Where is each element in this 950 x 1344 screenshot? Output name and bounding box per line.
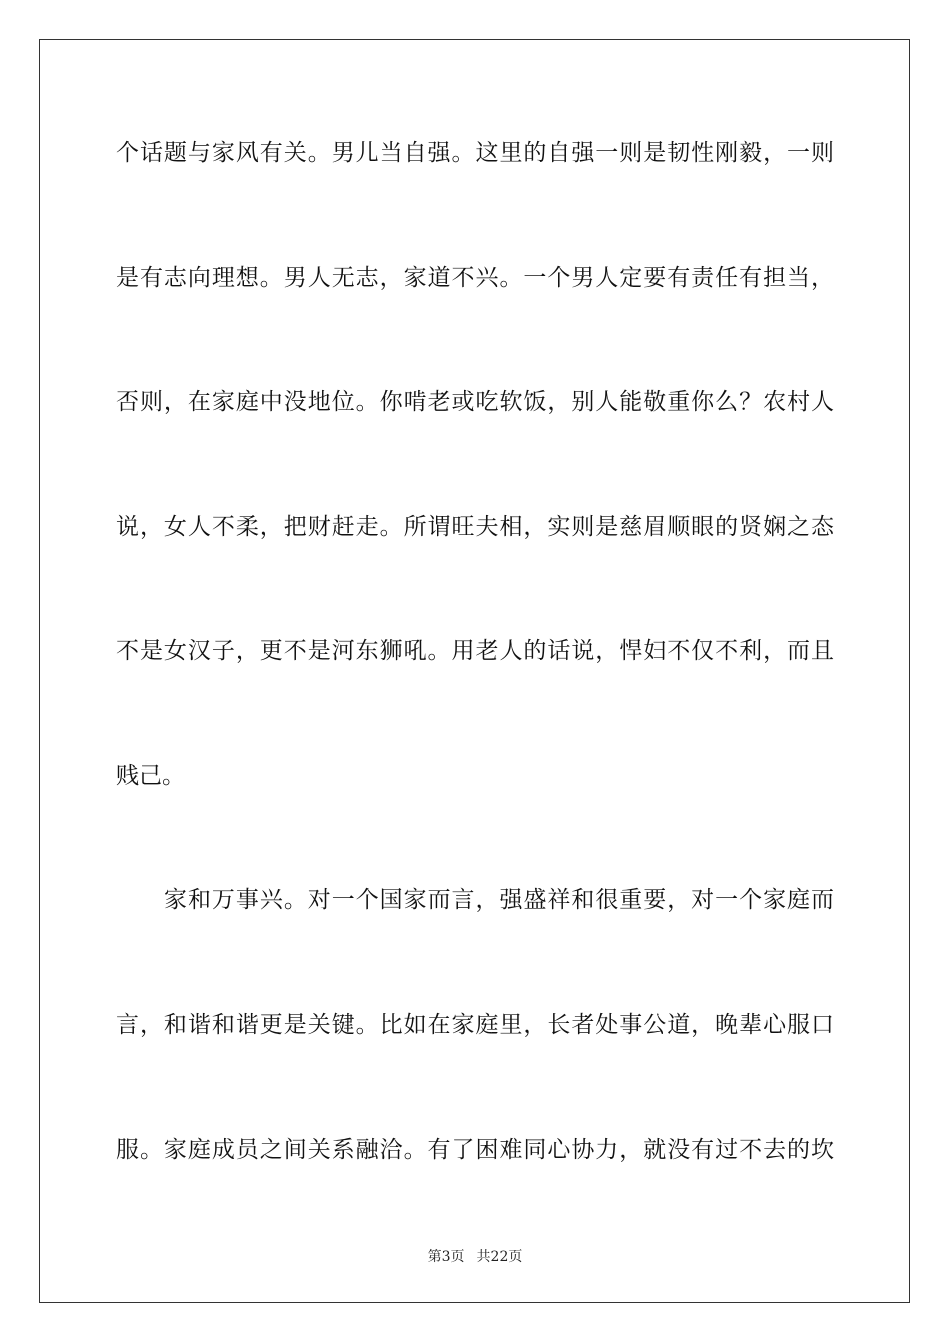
text-line: 是有志向理想。男人无志，家道不兴。一个男人定要有责任有担当， xyxy=(116,265,834,291)
text-line: 说，女人不柔，把财赶走。所谓旺夫相，实则是慈眉顺眼的贤娴之态 xyxy=(116,514,834,540)
text-line-paragraph-start: 家和万事兴。对一个国家而言，强盛祥和很重要，对一个家庭而 xyxy=(164,887,834,913)
page-footer xyxy=(0,1247,950,1267)
page-total: 共22页 xyxy=(476,1249,523,1265)
text-line: 服。家庭成员之间关系融洽。有了困难同心协力，就没有过不去的坎 xyxy=(116,1137,834,1163)
page-number: 第3页 xyxy=(427,1249,465,1265)
page-frame xyxy=(39,39,910,1303)
text-line: 贱己。 xyxy=(116,763,185,789)
text-line: 个话题与家风有关。男儿当自强。这里的自强一则是韧性刚毅，一则 xyxy=(116,140,834,166)
text-line: 言，和谐和谐更是关键。比如在家庭里，长者处事公道，晚辈心服口 xyxy=(116,1012,834,1038)
text-line: 不是女汉子，更不是河东狮吼。用老人的话说，悍妇不仅不利，而且 xyxy=(116,638,834,664)
text-line: 否则，在家庭中没地位。你啃老或吃软饭，别人能敬重你么？农村人 xyxy=(116,389,834,415)
